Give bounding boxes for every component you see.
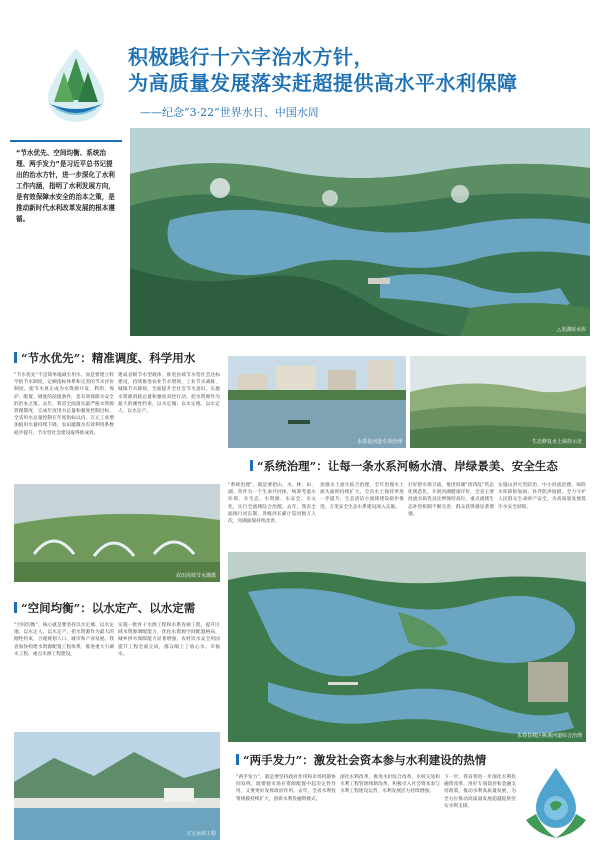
section2-col2: 加强水土流失综合治理，全年治理水土流失面积持续扩大，全省水土保持率进一步提升，生态清洁小流域建设稳步推进，万里安全生态水系建设深入实施。 (320, 483, 404, 510)
river-town-photo (228, 356, 406, 448)
section4-marker (236, 754, 239, 765)
river-town-caption: 永春县河道专项治理 (356, 439, 402, 445)
dam-caption: 万宝水库工程 (185, 831, 216, 837)
subtitle: ——纪念“3·22”世界水日、中国水周 (140, 106, 319, 119)
headline (128, 44, 588, 96)
river-bend-aerial-photo (228, 552, 586, 742)
section4-title (236, 752, 536, 768)
reservoir-aerial-photo (130, 128, 590, 336)
section2-col3: 打好碧水保卫战，推进河湖“清四乱”常态化规范化，开展河湖健康评价，全省主要河流水质优良比例保持高位，重点流域生态补偿机制不断完善，群众获得感显著增强。 (408, 483, 494, 517)
irrigation-photo (14, 484, 220, 582)
section3-title (14, 600, 224, 616)
section1-col2: 建成省级节水型载体，推进县域节水型社会达标建设，持续推进农业节水增效、工业节水减排、城镇节水降损，全面提升全社会节水意识。实施水资源消耗总量和强度双控行动，把水资源作为最大的刚性约束，以水定城、以水定地、以水定人、以水定产。 (118, 373, 220, 415)
section4-title-text: “两手发力”：激发社会资本参与水利建设的热情 (243, 753, 487, 767)
headline-line1: 积极践行十六字治水方针， (128, 45, 374, 69)
section2-title (250, 458, 590, 474)
section1-col1: “节水优先”不是简单地减少用水，而是要建立科学的节水制度，定额指标体系和完善的节水评价制度，使节水真正成为水资源开发、利用、保护、配置、调度的前提条件，是有效保障水安全的治本之策。去年，我省全面落实最严格水资源管理制度，完成年度用水总量和强度控制目标，全省用水总量控制在年度指标以内，万元工业增加值用水量持续下降，农田灌溉水有效利用系数稳步提升，节水型社会建设取得新成效。 (14, 373, 114, 436)
irrigation-illustration (14, 484, 220, 582)
quote-box (10, 140, 122, 312)
quote-text: “节水优先、空间均衡、系统治理、两手发力”是习近平总书记提出的治水方针，进一步深化了水利工作内涵，指明了水利发展方向，是有效保障水安全的治本之策，是推动新时代水利改革发展的根本遵循。 (16, 149, 115, 223)
section2-title-text: “系统治理”：让每一条水系河畅水清、岸绿景美、安全生态 (257, 459, 558, 473)
farm-photo (410, 356, 586, 448)
section2-col1: “系统治理”，就是要把山、水、林、田、湖、草作为一个生命共同体，统筹考虑水环境、水生态、水资源、水安全、水文化，实行全流域综合治理。去年，我省全面推行河长制，各级河长累计巡河数万人次，河湖面貌持续改善。 (228, 483, 316, 525)
section3-col2: 实施一批骨干水源工程和水系连通工程，提升区域水资源调配能力，优化水资源空间配置格局，城乡供水保障能力显著增强，农村饮水安全巩固提升工程全面完成，群众喝上了放心水、幸福水。 (118, 623, 220, 657)
reservoir-illustration (130, 128, 590, 336)
section4-col3: 下一步，我省将进一步深化水利投融资改革，用好专项债券和金融支持政策，推动水利高质量发展，为全方位推动高质量发展超越提供坚实水利支撑。 (444, 775, 516, 809)
section1-title (14, 350, 234, 366)
farm-illustration (410, 356, 586, 448)
section3-marker (14, 602, 17, 613)
irrigation-caption: 农田高效节水灌溉 (175, 573, 216, 579)
farm-caption: 生态修复水土保持示范 (531, 439, 582, 445)
river-town-illustration (228, 356, 406, 448)
section2-col4: 实施山洪灾害防治、中小河流治理、病险水库除险加固，补齐防洪短板，全力守护人民群众生命财产安全，为高质量发展筑牢水安全屏障。 (498, 483, 586, 510)
dam-illustration (14, 732, 220, 840)
dam-photo (14, 732, 220, 840)
section1-title-text: “节水优先”：精准调度、科学用水 (21, 351, 196, 365)
section3-col1: “空间均衡”，核心就是要坚持以水定城、以水定地、以水定人、以水定产，把水资源作为最大的刚性约束，合理规划人口、城市和产业发展。我省加快构建水资源配置工程体系，推进重大引调水工程、重点水源工程建设。 (14, 623, 114, 657)
headline-line2: 为高质量发展落实赶超提供高水平水利保障 (128, 71, 518, 95)
section4-col2: 深化水利改革，推进水价综合改革、水权交易和水利工程管理体制改革，积极引入社会资本参与水利工程建设运营，水利发展活力持续增强。 (340, 775, 440, 795)
hands-water-drop-icon (522, 764, 590, 844)
water-drop-tree-logo (36, 44, 116, 124)
section3-title-text: “空间均衡”：以水定产、以水定需 (21, 601, 196, 615)
section4-col1: “两手发力”，就是要坚持政府作用和市场机制协同发挥，既要使市场在资源配置中起决定性作用，又要更好发挥政府作用。去年，全省水利投资规模持续扩大，创新水利投融资模式。 (236, 775, 336, 802)
river-bend-caption: 永春县城区桃溪河道综合治理 (516, 733, 582, 739)
section1-marker (14, 352, 17, 363)
section2-marker (250, 460, 253, 471)
main-photo-caption: △龙湖库水库 (557, 327, 586, 333)
river-bend-illustration (228, 552, 586, 742)
